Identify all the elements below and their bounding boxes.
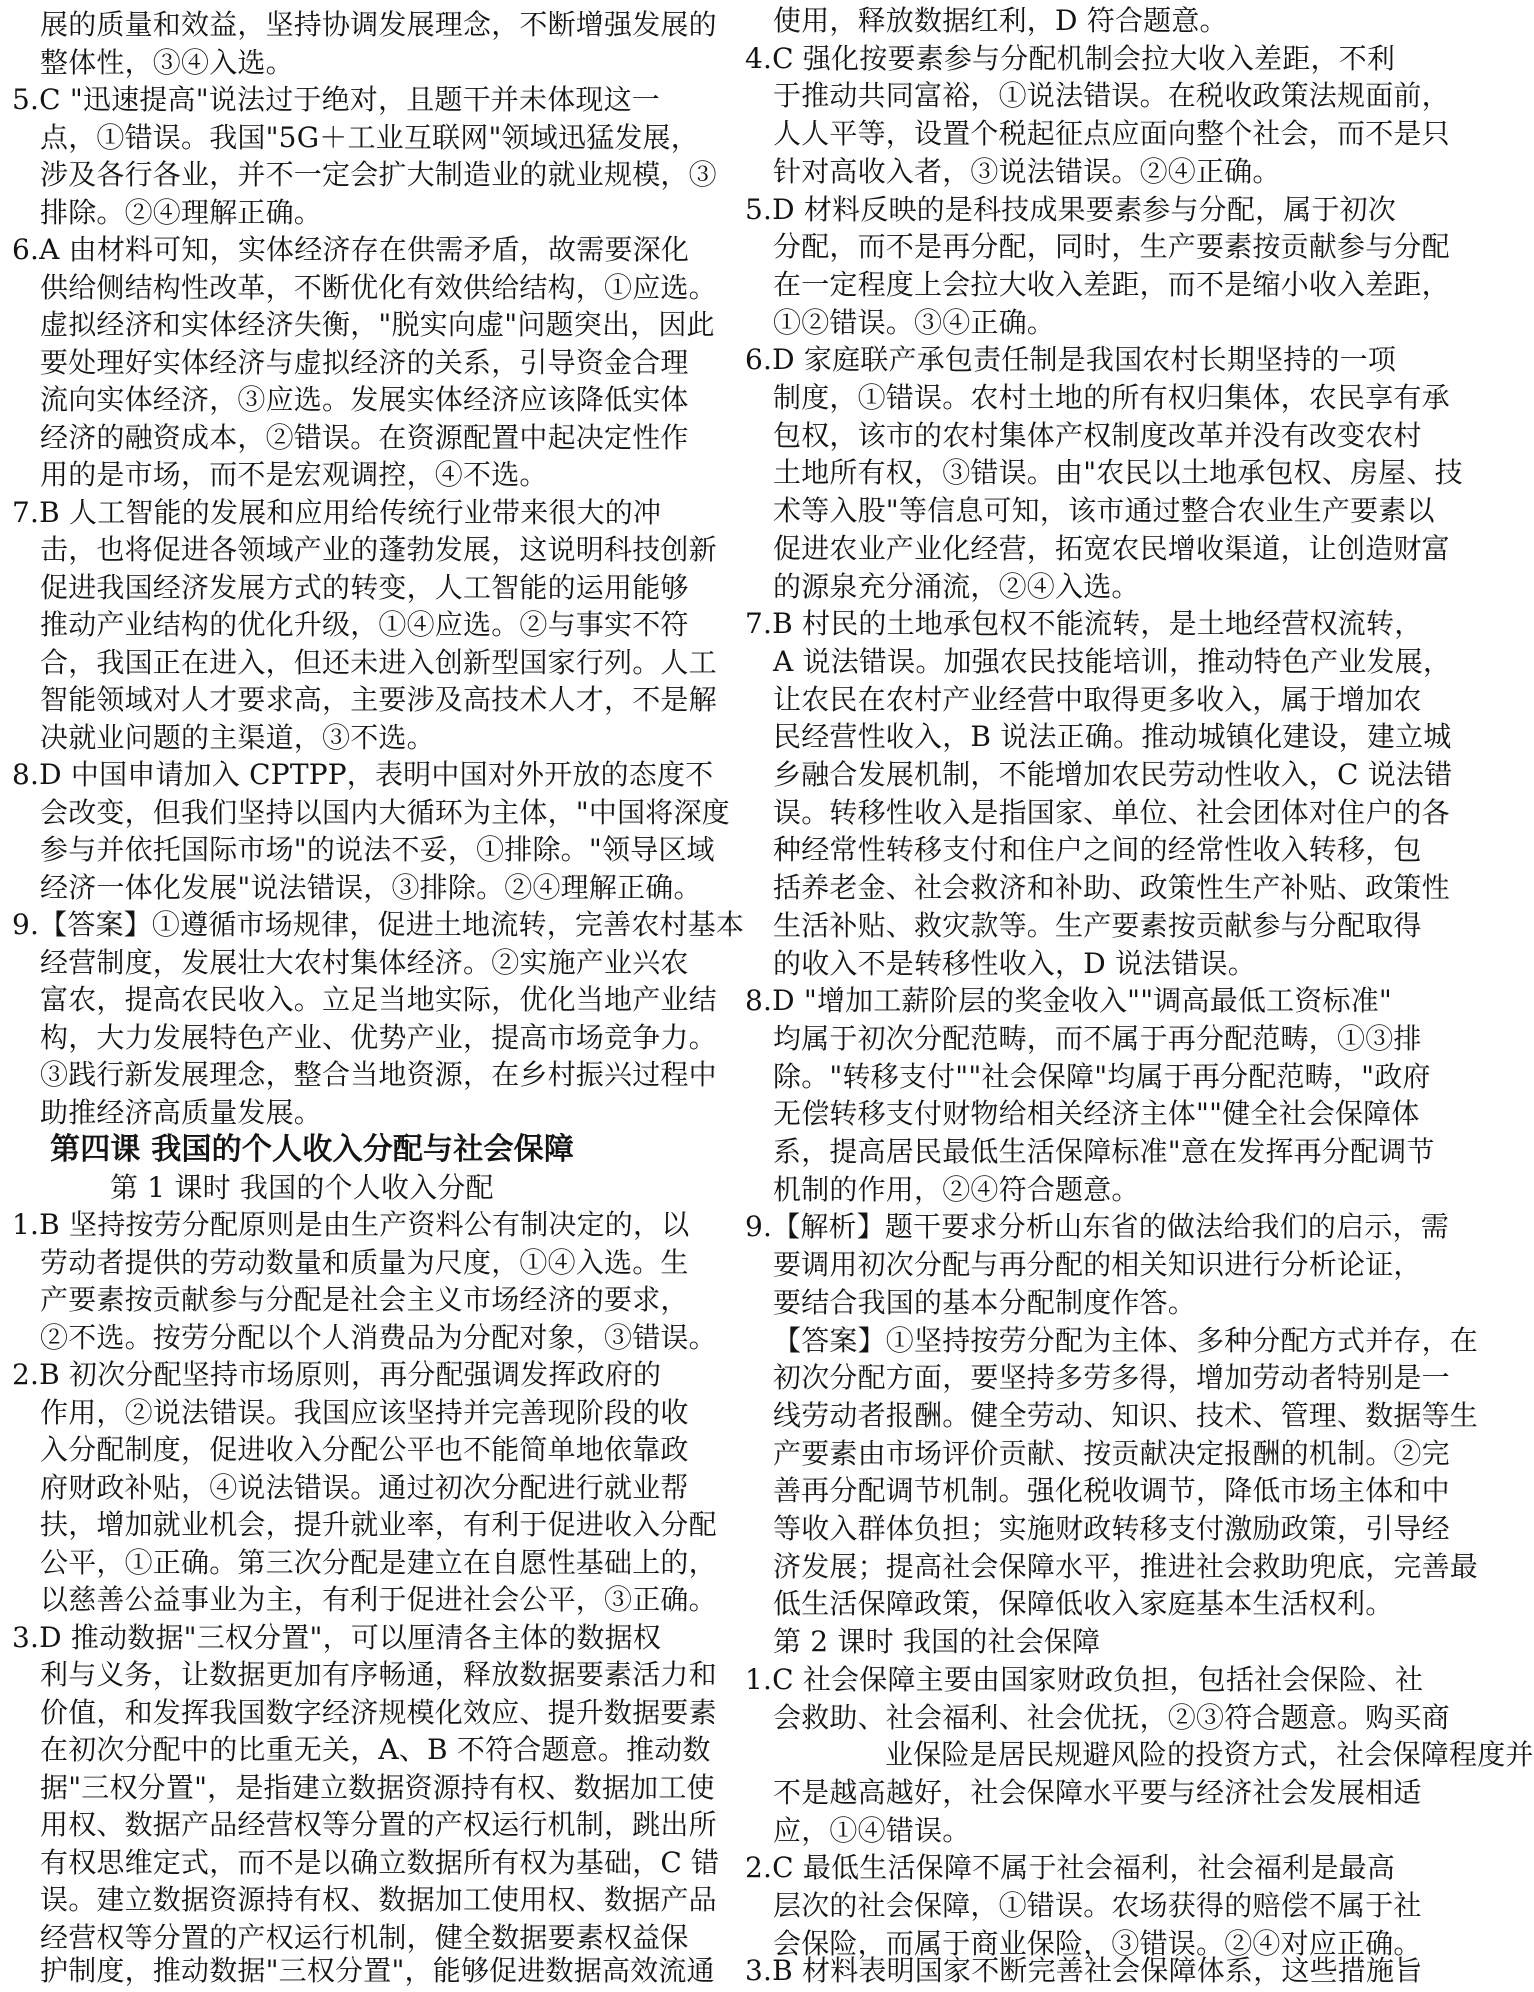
text-line: 善再分配调节机制。强化税收调节，降低市场主体和中 bbox=[773, 1474, 1450, 1508]
text-line: 助推经济高质量发展。 bbox=[40, 1095, 323, 1129]
text-line: 人人平等，设置个税起征点应面向整个社会，而不是只 bbox=[773, 117, 1450, 151]
text-line: 以慈善公益事业为主，有利于促进社会公平，③正确。 bbox=[40, 1583, 717, 1616]
text-line: 均属于初次分配范畴，而不属于再分配范畴，①③排 bbox=[773, 1021, 1422, 1055]
text-line: 用权、数据产品经营权等分置的产权运行机制，跳出所 bbox=[40, 1808, 717, 1841]
text-line: 护制度，推动数据"三权分置"，能够促进数据高效流通 bbox=[40, 1954, 715, 1987]
text-line: 富农，提高农民收入。立足当地实际，优化当地产业结 bbox=[40, 983, 717, 1016]
text-line: 分配，而不是再分配，同时，生产要素按贡献参与分配 bbox=[773, 230, 1450, 264]
text-line: 制度，①错误。农村土地的所有权归集体，农民享有承 bbox=[773, 381, 1450, 414]
text-line: 括养老金、社会救济和补助、政策性生产补贴、政策性 bbox=[773, 871, 1450, 905]
text-line: 会救助、社会福利、社会优抚，②③符合题意。购买商 bbox=[773, 1700, 1450, 1734]
text-line: 价值，和发挥我国数字经济规模化效应、提升数据要素 bbox=[40, 1695, 717, 1729]
text-line: 5.C "迅速提高"说法过于绝对，且题干并未体现这一 bbox=[12, 83, 660, 116]
text-line: 第 2 课时 我国的社会保障 bbox=[773, 1625, 1101, 1659]
text-line: 入分配制度，促进收入分配公平也不能简单地依靠政 bbox=[40, 1433, 689, 1466]
text-line: 让农民在农村产业经营中取得更多收入，属于增加农 bbox=[773, 682, 1422, 716]
text-line: 要调用初次分配与再分配的相关知识进行分析论证， bbox=[773, 1248, 1422, 1282]
text-line: 在一定程度上会拉大收入差距，而不是缩小收入差距， bbox=[773, 267, 1450, 301]
text-line: 产要素由市场评价贡献、按贡献决定报酬的机制。②完 bbox=[773, 1436, 1450, 1470]
text-line: 应，①④错误。 bbox=[773, 1813, 971, 1847]
text-line: 虚拟经济和实体经济失衡，"脱实向虚"问题突出，因此 bbox=[40, 308, 715, 341]
lesson-heading: 第四课 我国的个人收入分配与社会保障 bbox=[50, 1132, 575, 1167]
text-line: 整体性，③④入选。 bbox=[40, 45, 294, 79]
text-line: 6.D 家庭联产承包责任制是我国农村长期坚持的一项 bbox=[745, 343, 1397, 377]
text-line: 扶，增加就业机会，提升就业率，有利于促进收入分配 bbox=[40, 1508, 717, 1541]
text-line: 乡融合发展机制，不能增加农民劳动性收入，C 说法错 bbox=[773, 758, 1453, 791]
text-line: 用的是市场，而不是宏观调控，④不选。 bbox=[40, 458, 548, 491]
text-line: 使用，释放数据红利，D 符合题意。 bbox=[773, 4, 1228, 37]
text-line: 经济一体化发展"说法错误，③排除。②④理解正确。 bbox=[40, 870, 702, 904]
text-line: 涉及各行各业，并不一定会扩大制造业的就业规模，③ bbox=[40, 158, 717, 191]
text-line: 9.【解析】题干要求分析山东省的做法给我们的启示，需 bbox=[745, 1210, 1449, 1244]
text-line: ②不选。按劳分配以个人消费品为分配对象，③错误。 bbox=[40, 1320, 717, 1354]
watermark: ​ bbox=[260, 930, 280, 1069]
text-line: 公平，①正确。第三次分配是建立在自愿性基础上的， bbox=[40, 1545, 717, 1579]
text-line: 8.D 中国申请加入 CPTPP，表明中国对外开放的态度不 bbox=[12, 758, 714, 791]
text-line: 6.A 由材料可知，实体经济存在供需矛盾，故需要深化 bbox=[12, 233, 690, 266]
text-line: 等收入群体负担；实施财政转移支付激励政策，引导经 bbox=[773, 1512, 1450, 1545]
text-line: 7.B 村民的土地承包权不能流转，是土地经营权流转， bbox=[745, 607, 1423, 641]
text-line: 误。转移性收入是指国家、单位、社会团体对住户的各 bbox=[773, 795, 1450, 829]
text-line: 层次的社会保障，①错误。农场获得的赔偿不属于社 bbox=[773, 1889, 1422, 1922]
text-line: 展的质量和效益，坚持协调发展理念，不断增强发展的 bbox=[40, 8, 717, 41]
text-line: 8.D "增加工薪阶层的奖金收入""调高最低工资标准" bbox=[745, 984, 1392, 1018]
text-line: 1.C 社会保障主要由国家财政负担，包括社会保险、社 bbox=[745, 1662, 1424, 1696]
text-line: 1.B 坚持按劳分配原则是由生产资料公有制决定的，以 bbox=[12, 1208, 690, 1241]
text-line: 流向实体经济，③应选。发展实体经济应该降低实体 bbox=[40, 383, 689, 416]
text-line: 经济的融资成本，②错误。在资源配置中起决定性作 bbox=[40, 420, 689, 454]
text-line: 5.D 材料反映的是科技成果要素参与分配，属于初次 bbox=[745, 192, 1397, 226]
text-line: 误。建立数据资源持有权、数据加工使用权、数据产品 bbox=[40, 1883, 717, 1916]
text-line: 排除。②④理解正确。 bbox=[40, 195, 323, 229]
text-line: 据"三权分置"，是指建立数据资源持有权、数据加工使 bbox=[40, 1770, 715, 1804]
text-line: 供给侧结构性改革，不断优化有效供给结构，①应选。 bbox=[40, 270, 717, 304]
text-line: 构，大力发展特色产业、优势产业，提高市场竞争力。 bbox=[40, 1020, 717, 1054]
text-line: 种经常性转移支付和住户之间的经常性收入转移，包 bbox=[773, 833, 1422, 867]
text-line: 利与义务，让数据更加有序畅通，释放数据要素活力和 bbox=[40, 1658, 717, 1691]
text-line: 的源泉充分涌流，②④入选。 bbox=[773, 569, 1140, 603]
text-line: 无偿转移支付财物给相关经济主体""健全社会保障体 bbox=[773, 1097, 1420, 1131]
text-line: 民经营性收入，B 说法正确。推动城镇化建设，建立城 bbox=[773, 720, 1452, 754]
text-line: 要处理好实体经济与虚拟经济的关系，引导资金合理 bbox=[40, 345, 689, 379]
text-line: 经营制度，发展壮大农村集体经济。②实施产业兴农 bbox=[40, 945, 689, 979]
text-line: 参与并依托国际市场"的说法不妥，①排除。"领导区域 bbox=[40, 833, 715, 866]
text-line: 作用，②说法错误。我国应该坚持并完善现阶段的收 bbox=[40, 1395, 689, 1429]
text-line: 9.【答案】①遵循市场规律，促进土地流转，完善农村基本 bbox=[12, 908, 745, 941]
section-heading: 业保险是居民规避风险的投资方式，社会保障程度并 bbox=[885, 1738, 1534, 1772]
text-line: 经营权等分置的产权运行机制，健全数据要素权益保 bbox=[40, 1920, 689, 1954]
text-line: 要结合我国的基本分配制度作答。 bbox=[773, 1285, 1197, 1319]
text-line: 于推动共同富裕，①说法错误。在税收政策法规面前， bbox=[773, 79, 1450, 113]
text-line: 合，我国正在进入，但还未进入创新型国家行列。人工 bbox=[40, 645, 717, 679]
text-line: 决就业问题的主渠道，③不选。 bbox=[40, 720, 435, 754]
text-line: 4.C 强化按要素参与分配机制会拉大收入差距，不利 bbox=[745, 41, 1396, 75]
watermark: ​ bbox=[500, 1600, 520, 1739]
text-line: 产要素按贡献参与分配是社会主义市场经济的要求， bbox=[40, 1283, 689, 1316]
text-line: 土地所有权，③错误。由"农民以土地承包权、房屋、技 bbox=[773, 456, 1463, 490]
text-line: 7.B 人工智能的发展和应用给传统行业带来很大的冲 bbox=[12, 495, 662, 529]
text-line: 点，①错误。我国"5G＋工业互联网"领域迅猛发展， bbox=[40, 120, 699, 154]
text-line: 推动产业结构的优化升级，①④应选。②与事实不符 bbox=[40, 608, 689, 641]
text-line: ③践行新发展理念，整合当地资源，在乡村振兴过程中 bbox=[40, 1058, 717, 1091]
text-line: 府财政补贴，④说法错误。通过初次分配进行就业帮 bbox=[40, 1470, 689, 1504]
text-line: 3.B 材料表明国家不断完善社会保障体系，这些措施旨 bbox=[745, 1954, 1423, 1987]
text-line: 机制的作用，②④符合题意。 bbox=[773, 1172, 1140, 1206]
text-line: 击，也将促进各领域产业的蓬勃发展，这说明科技创新 bbox=[40, 533, 717, 566]
text-line: 促进我国经济发展方式的转变，人工智能的运用能够 bbox=[40, 570, 689, 604]
text-line: 2.B 初次分配坚持市场原则，再分配强调发挥政府的 bbox=[12, 1358, 662, 1391]
text-line: 的收入不是转移性收入，D 说法错误。 bbox=[773, 946, 1256, 980]
section-heading: 第 1 课时 我国的个人收入分配 bbox=[110, 1170, 494, 1204]
text-line: 除。"转移支付""社会保障"均属于再分配范畴，"政府 bbox=[773, 1059, 1431, 1093]
text-line: 在初次分配中的比重无关，A、B 不符合题意。推动数 bbox=[40, 1733, 711, 1766]
text-line: 【答案】①坚持按劳分配为主体、多种分配方式并存，在 bbox=[773, 1323, 1479, 1357]
text-line: 会改变，但我们坚持以国内大循环为主体，"中国将深度 bbox=[40, 795, 730, 829]
text-line: 劳动者提供的劳动数量和质量为尺度，①④入选。生 bbox=[40, 1245, 689, 1279]
text-line: 初次分配方面，要坚持多劳多得，增加劳动者特别是一 bbox=[773, 1361, 1450, 1395]
text-line: 有权思维定式，而不是以确立数据所有权为基础，C 错 bbox=[40, 1845, 720, 1879]
text-line: 2.C 最低生活保障不属于社会福利，社会福利是最高 bbox=[745, 1851, 1396, 1885]
text-line: 系，提高居民最低生活保障标准"意在发挥再分配调节 bbox=[773, 1135, 1435, 1168]
text-line: ①②错误。③④正确。 bbox=[773, 305, 1056, 339]
text-line: 包权，该市的农村集体产权制度改革并没有改变农村 bbox=[773, 418, 1422, 452]
text-line: 生活补贴、救灾款等。生产要素按贡献参与分配取得 bbox=[773, 908, 1422, 942]
text-line: 会保险，而属于商业保险，③错误。②④对应正确。 bbox=[773, 1926, 1422, 1960]
text-line: 线劳动者报酬。健全劳动、知识、技术、管理、数据等生 bbox=[773, 1398, 1479, 1432]
text-line: 智能领域对人才要求高，主要涉及高技术人才，不是解 bbox=[40, 683, 717, 716]
text-line: 低生活保障政策，保障低收入家庭基本生活权利。 bbox=[773, 1587, 1394, 1621]
text-line: A 说法错误。加强农民技能培训，推动特色产业发展， bbox=[773, 644, 1452, 678]
text-line: 促进农业产业化经营，拓宽农民增收渠道，让创造财富 bbox=[773, 531, 1450, 565]
text-line: 不是越高越好，社会保障水平要与经济社会发展相适 bbox=[773, 1775, 1422, 1809]
text-line: 3.D 推动数据"三权分置"，可以厘清各主体的数据权 bbox=[12, 1620, 662, 1654]
text-line: 术等入股"等信息可知，该市通过整合农业生产要素以 bbox=[773, 494, 1435, 528]
text-line: 针对高收入者，③说法错误。②④正确。 bbox=[773, 154, 1281, 188]
text-line: 济发展；提高社会保障水平，推进社会救助兜底，完善最 bbox=[773, 1549, 1479, 1583]
